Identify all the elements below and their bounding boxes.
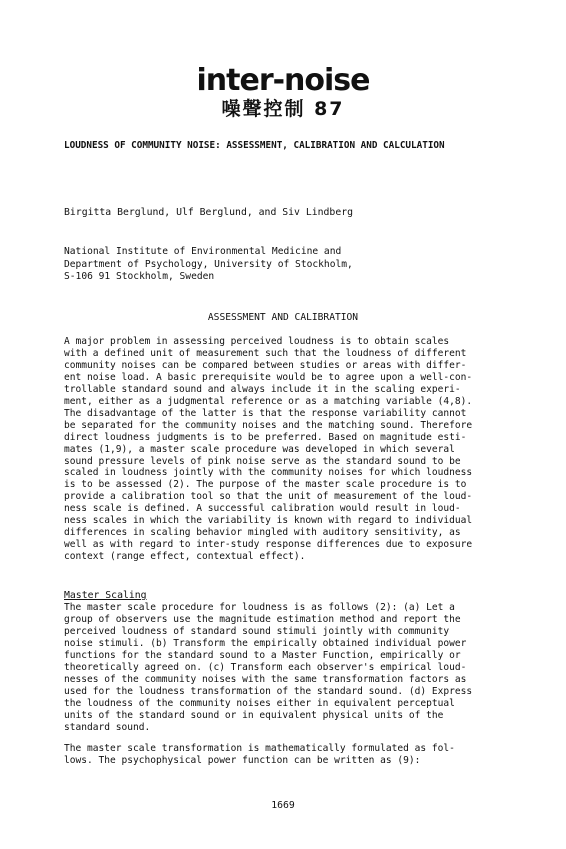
text-line: mates (1,9), a master scale procedure was developed in which several: [64, 443, 455, 455]
section-heading: ASSESSMENT AND CALIBRATION: [207, 312, 359, 323]
text-line: functions for the standard sound to a Master Function, empirically or: [64, 649, 461, 661]
logo-subtitle: 噪聲控制 87: [221, 98, 345, 120]
text-line: The disadvantage of the latter is that the response variability cannot: [64, 407, 467, 419]
text-line: A major problem in assessing perceived loudness is to obtain scales: [64, 336, 450, 347]
text-line: ness scales in which the variability is known with regard to individual: [64, 515, 473, 527]
text-line: theoretically agreed on. (c) Transform each observer's empirical loud-: [64, 661, 467, 673]
text-line: units of the standard sound or in equivalent physical units of the: [64, 709, 444, 721]
body-paragraph-1: [64, 336, 502, 563]
text-line: The master scale transformation is mathematically formulated as fol-: [64, 743, 455, 754]
page-number: 1669: [271, 800, 295, 811]
text-line: trollable standard sound and always include it in the scaling experi-: [64, 383, 461, 395]
text-line: nesses of the community noises with the same transformation factors as: [64, 673, 467, 685]
text-line: noise stimuli. (b) Transform the empirically obtained individual power: [64, 637, 467, 649]
body-paragraph-3: [64, 743, 502, 767]
body-paragraph-2: [64, 602, 502, 733]
text-line: community noises can be compared between studies or areas with differ-: [64, 359, 467, 371]
text-line: perceived loudness of standard sound stimuli jointly with community: [64, 625, 450, 637]
affiliation-block: [64, 246, 353, 284]
affiliation-line: S-106 91 Stockholm, Sweden: [64, 271, 215, 282]
text-line: differences in scaling behavior mingled with auditory sensitivity, as: [64, 527, 461, 539]
text-line: ment, either as a judgmental reference or as a matching variable (4,8).: [64, 395, 473, 407]
text-line: ness scale is defined. A successful calibration would result in loud-: [64, 503, 461, 515]
subsection-heading: Master Scaling: [64, 590, 147, 601]
text-line: with a defined unit of measurement such that the loudness of different: [64, 347, 467, 359]
text-line: the loudness of the community noises either in equivalent perceptual: [64, 697, 455, 709]
text-line: direct loudness judgments is to be preferred. Based on magnitude esti-: [64, 431, 467, 443]
text-line: sound pressure levels of pink noise serve as the standard sound to be: [64, 455, 461, 467]
text-line: standard sound.: [64, 721, 151, 733]
text-line: lows. The psychophysical power function can be written as (9):: [64, 754, 421, 766]
text-line: The master scale procedure for loudness is as follows (2): (a) Let a: [64, 602, 455, 613]
text-line: be separated for the community noises and the matching sound. Therefore: [64, 419, 473, 431]
conference-logo: [0, 63, 566, 120]
text-line: is to be assessed (2). The purpose of the master scale procedure is to: [64, 479, 467, 491]
affiliation-line: Department of Psychology, University of Stockholm,: [64, 258, 353, 270]
text-line: provide a calibration tool so that the unit of measurement of the loud-: [64, 491, 473, 503]
text-line: context (range effect, contextual effect).: [64, 551, 306, 563]
paper-title: LOUDNESS OF COMMUNITY NOISE: ASSESSMENT, CALIBRATION AND CALCULATION: [64, 140, 445, 151]
logo-title: inter-noise: [196, 63, 370, 98]
text-line: used for the loudness transformation of the standard sound. (d) Express: [64, 685, 473, 697]
affiliation-line: National Institute of Environmental Medicine and: [64, 246, 342, 257]
author-list: Birgitta Berglund, Ulf Berglund, and Siv Lindberg: [64, 207, 354, 218]
text-line: group of observers use the magnitude estimation method and report the: [64, 613, 461, 625]
text-line: scaled in loudness jointly with the community noises for which loudness: [64, 467, 473, 479]
text-line: well as with regard to inter-study response differences due to exposure: [64, 539, 473, 551]
text-line: ent noise load. A basic prerequisite would be to agree upon a well-con-: [64, 371, 473, 383]
